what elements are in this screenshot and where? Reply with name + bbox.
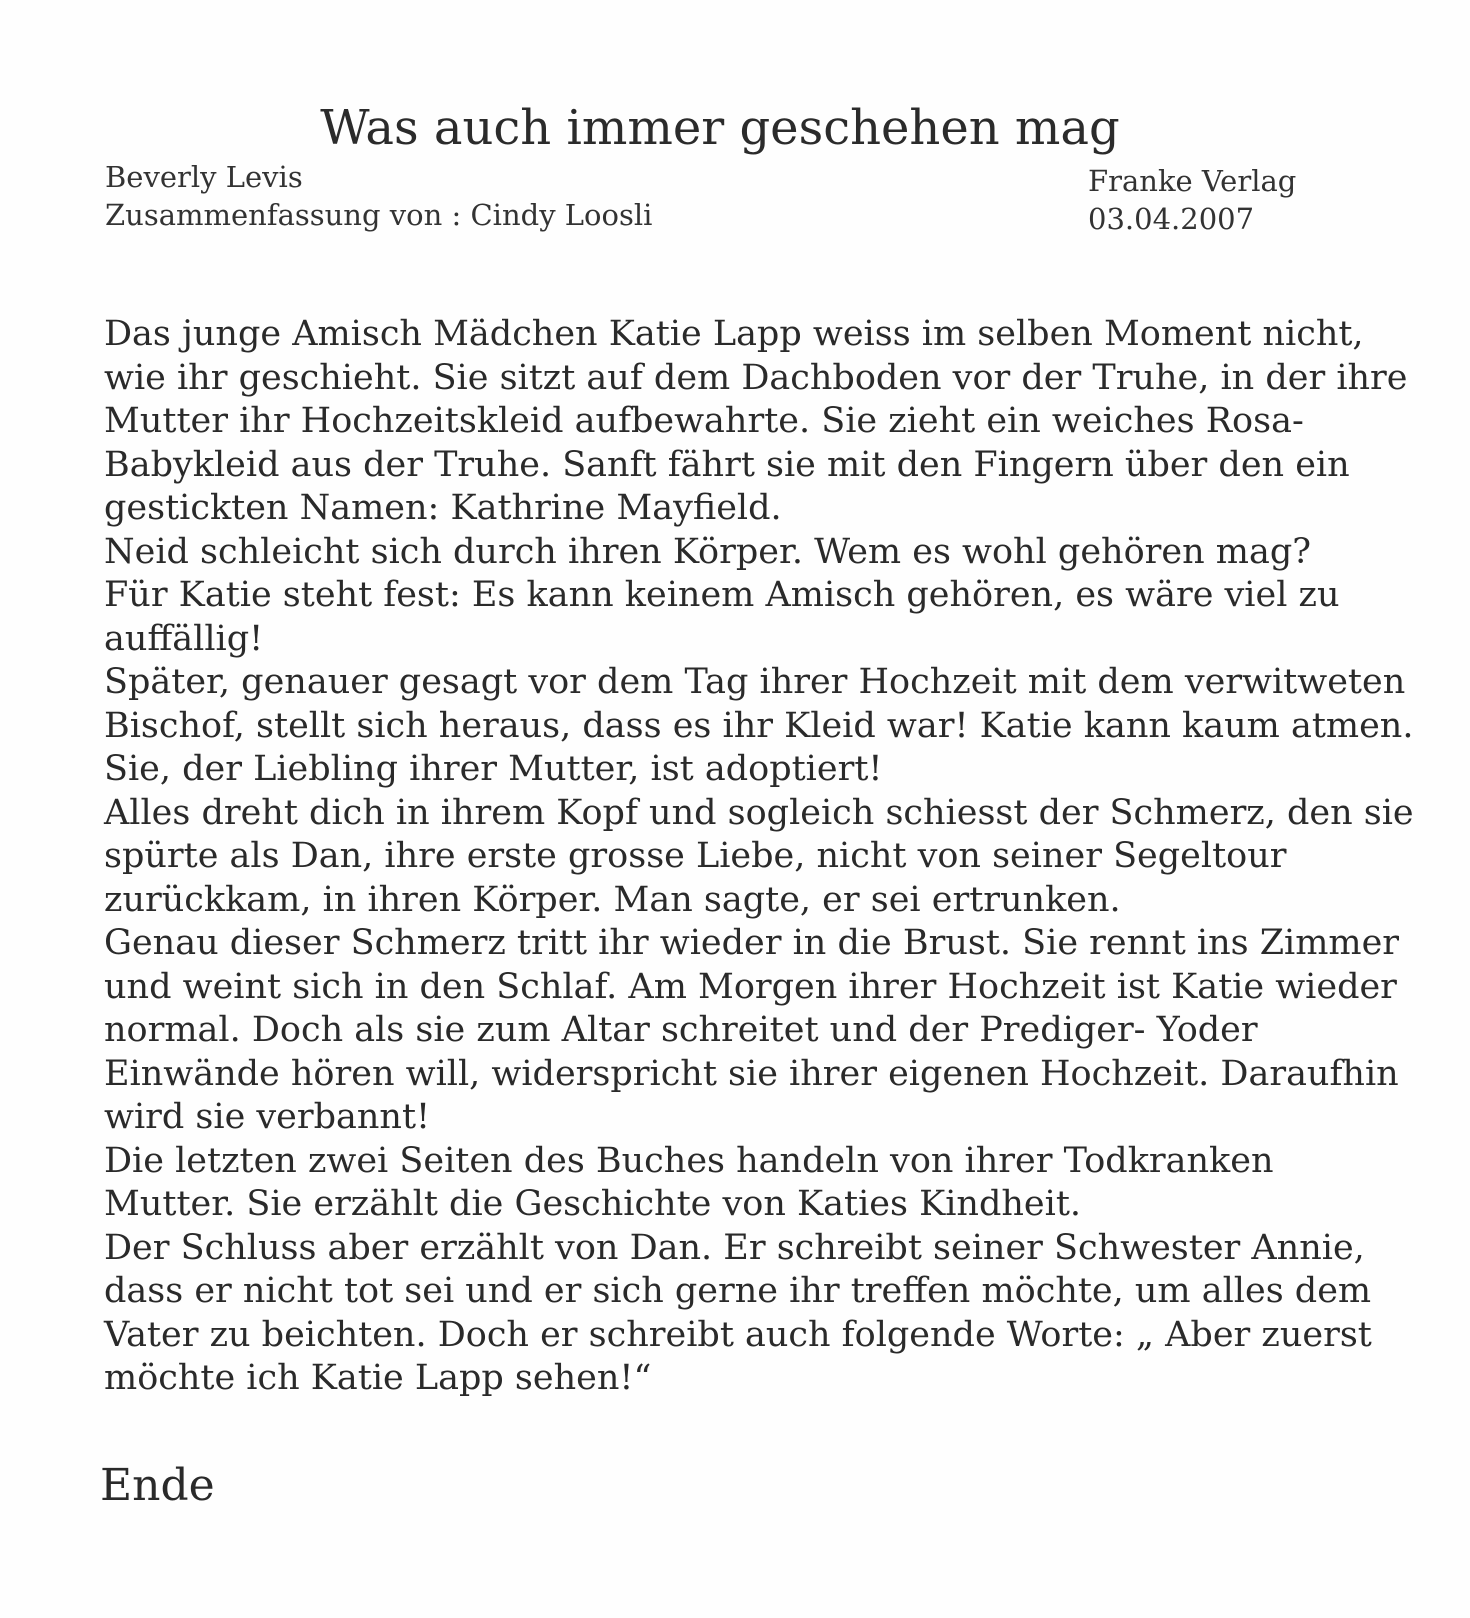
author-name: Beverly Levis <box>105 160 303 194</box>
ending-label: Ende <box>100 1460 215 1511</box>
paragraph: Später, genauer gesagt vor dem Tag ihrer Hochzeit mit dem verwitweten Bischof, stellt sich heraus, dass es ihr Kleid war! Katie kann kaum atmen. Sie, der Liebling ihrer Mutter, ist adoptiert! <box>104 662 1414 789</box>
paragraph: Neid schleicht sich durch ihren Körper. Wem es wohl gehören mag? <box>104 531 1311 572</box>
publication-date: 03.04.2007 <box>1088 202 1255 236</box>
summary-body <box>104 313 1414 1401</box>
summary-credit: Zusammenfassung von : Cindy Loosli <box>105 198 653 232</box>
paragraph: Alles dreht dich in ihrem Kopf und sogleich schiesst der Schmerz, den sie spürte als Dan, ihre erste grosse Liebe, nicht von seiner Segeltour zurückkam, in ihren Körper. Man sagte, er sei ertrunken. <box>104 792 1414 920</box>
paragraph: Der Schluss aber erzählt von Dan. Er schreibt seiner Schwester Annie, dass er nicht tot sei und er sich gerne ihr treffen möchte, um alles dem Vater zu beichten. Doch er schreibt auch folgende Worte: „ Aber zuerst möchte ich Katie Lapp sehen!“ <box>104 1227 1372 1398</box>
paragraph: Die letzten zwei Seiten des Buches handeln von ihrer Todkranken Mutter. Sie erzählt die Geschichte von Katies Kindheit. <box>104 1140 1274 1224</box>
author-block <box>105 158 652 234</box>
document-title: Was auch immer geschehen mag <box>320 100 1120 156</box>
publisher-name: Franke Verlag <box>1088 164 1297 198</box>
paragraph: Genau dieser Schmerz tritt ihr wieder in die Brust. Sie rennt ins Zimmer und weint sich in den Schlaf. Am Morgen ihrer Hochzeit ist Katie wieder normal. Doch als sie zum Altar schreitet und der Prediger- Yoder Einwände hören will, widerspricht sie ihrer eigenen Hochzeit. Daraufhin wird sie verbannt! <box>104 923 1400 1137</box>
paragraph: Das junge Amisch Mädchen Katie Lapp weiss im selben Moment nicht, wie ihr geschieht. Sie sitzt auf dem Dachboden vor der Truhe, in der ihre Mutter ihr Hochzeitskleid aufbewahrte. Sie zieht ein weiches Rosa-Babykleid aus der Truhe. Sanft fährt sie mit den Fingern über den ein gestickten Namen: Kathrine Mayfield. <box>104 314 1408 528</box>
paragraph: Für Katie steht fest: Es kann keinem Amisch gehören, es wäre viel zu auffällig! <box>104 575 1340 659</box>
publication-block <box>1088 162 1296 238</box>
